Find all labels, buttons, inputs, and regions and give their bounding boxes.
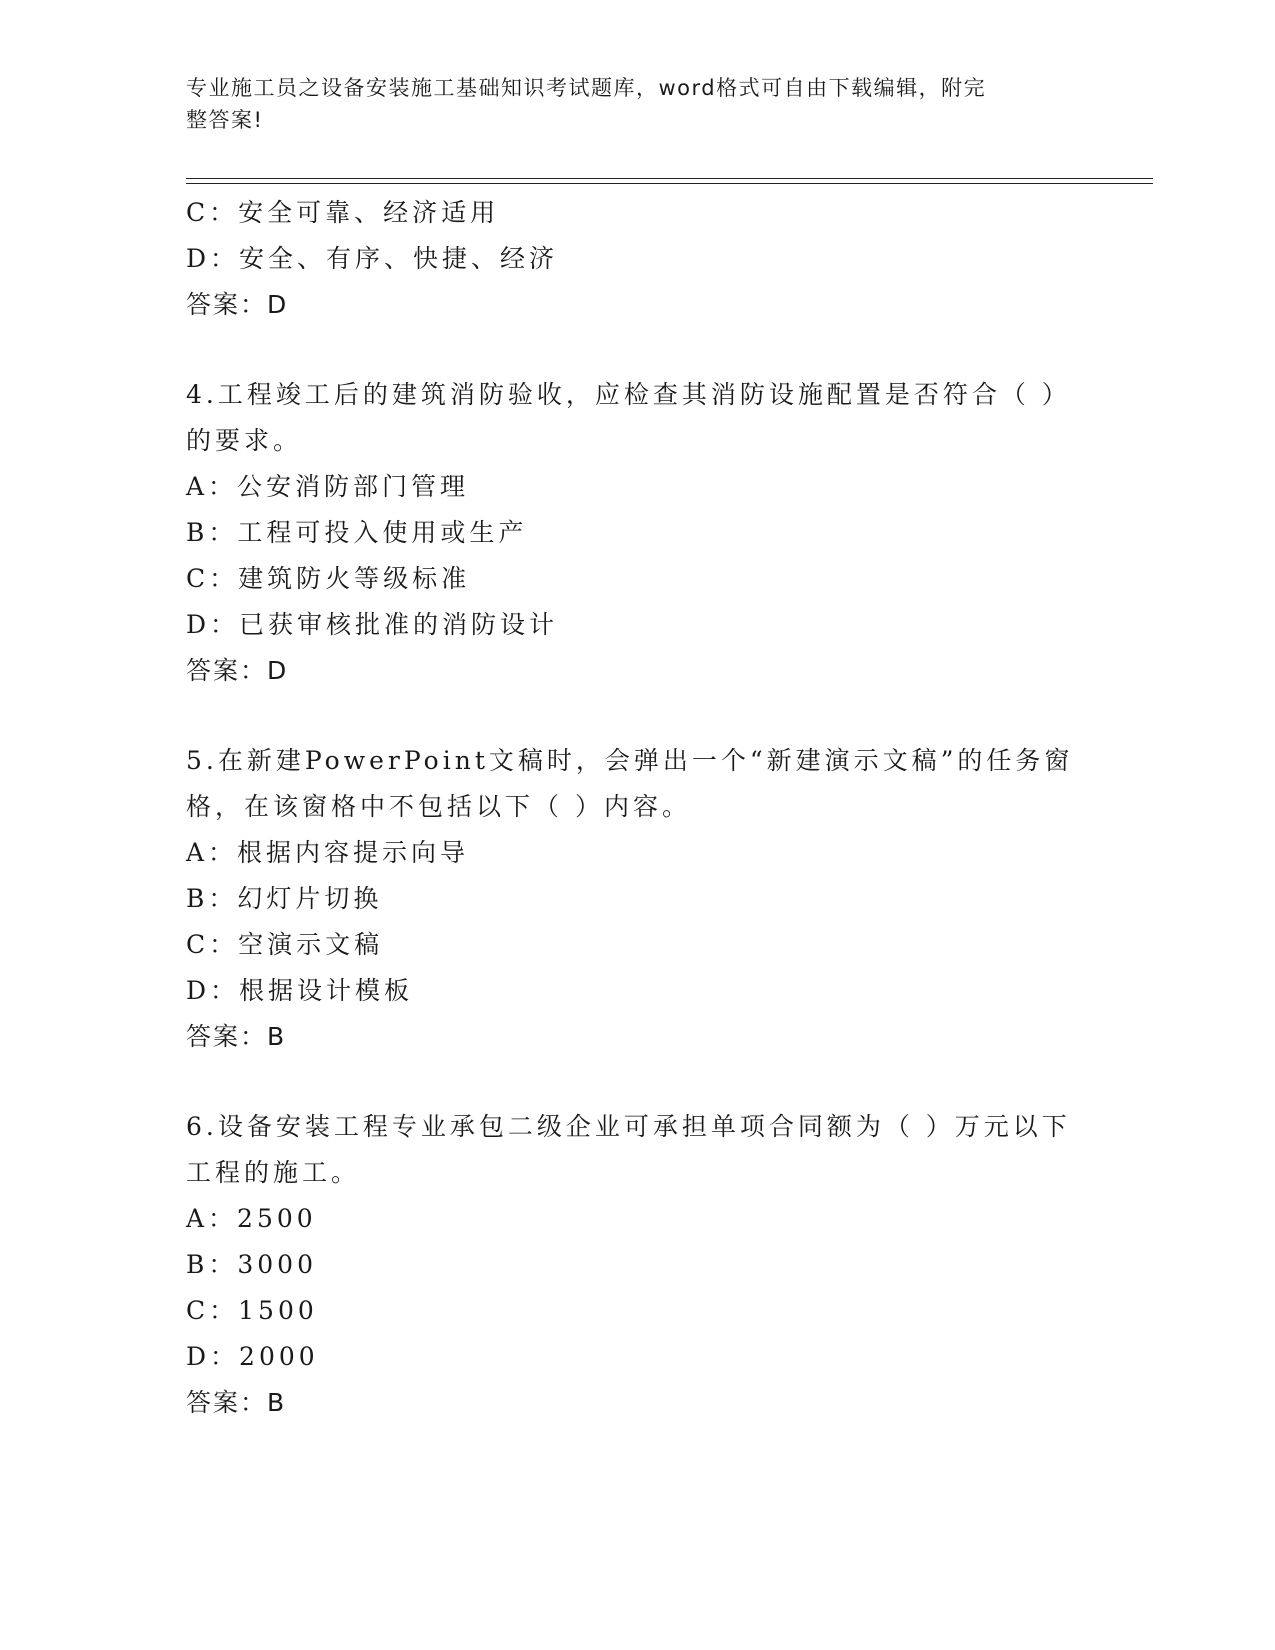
header-line-2: 整答案! bbox=[186, 108, 264, 132]
option-a: A：根据内容提示向导 bbox=[186, 838, 470, 867]
question-stem-line-1: 6.设备安装工程专业承包二级企业可承担单项合同额为（ ）万元以下 bbox=[186, 1112, 1071, 1141]
option-d: D：安全、有序、快捷、经济 bbox=[186, 244, 559, 273]
question-4 bbox=[186, 372, 1086, 694]
answer-line: 答案：B bbox=[186, 1388, 287, 1417]
question-spacer bbox=[186, 1060, 1086, 1104]
option-c: C：安全可靠、经济适用 bbox=[186, 198, 500, 227]
option-b: B：工程可投入使用或生产 bbox=[186, 518, 528, 547]
answer-line: 答案：D bbox=[186, 656, 289, 685]
answer-line: 答案：D bbox=[186, 290, 289, 319]
question-list bbox=[186, 190, 1086, 1426]
question-5 bbox=[186, 738, 1086, 1060]
option-d: D：2000 bbox=[186, 1342, 319, 1371]
option-c: C：空演示文稿 bbox=[186, 930, 384, 959]
question-spacer bbox=[186, 328, 1086, 372]
question-3-tail bbox=[186, 190, 1086, 328]
question-6 bbox=[186, 1104, 1086, 1426]
header-divider-top bbox=[186, 178, 1153, 179]
option-d: D：已获审核批准的消防设计 bbox=[186, 610, 559, 639]
option-c: C：建筑防火等级标准 bbox=[186, 564, 471, 593]
option-d: D：根据设计模板 bbox=[186, 976, 414, 1005]
question-stem-line-1: 4.工程竣工后的建筑消防验收，应检查其消防设施配置是否符合（ ） bbox=[186, 380, 1071, 409]
option-c: C：1500 bbox=[186, 1296, 318, 1325]
option-b: B：幻灯片切换 bbox=[186, 884, 383, 913]
document-header bbox=[186, 72, 1066, 136]
question-stem-line-2: 格，在该窗格中不包括以下（ ）内容。 bbox=[186, 792, 691, 821]
option-a: A：2500 bbox=[186, 1204, 317, 1233]
header-divider-bottom bbox=[186, 183, 1153, 184]
question-stem-line-2: 工程的施工。 bbox=[186, 1158, 361, 1187]
header-line-1: 专业施工员之设备安装施工基础知识考试题库，word格式可自由下载编辑，附完 bbox=[186, 76, 987, 100]
question-stem-line-1: 5.在新建PowerPoint文稿时，会弹出一个“新建演示文稿”的任务窗 bbox=[186, 746, 1074, 775]
option-a: A：公安消防部门管理 bbox=[186, 472, 470, 501]
question-spacer bbox=[186, 694, 1086, 738]
answer-line: 答案：B bbox=[186, 1022, 287, 1051]
option-b: B：3000 bbox=[186, 1250, 317, 1279]
question-stem-line-2: 的要求。 bbox=[186, 426, 303, 455]
